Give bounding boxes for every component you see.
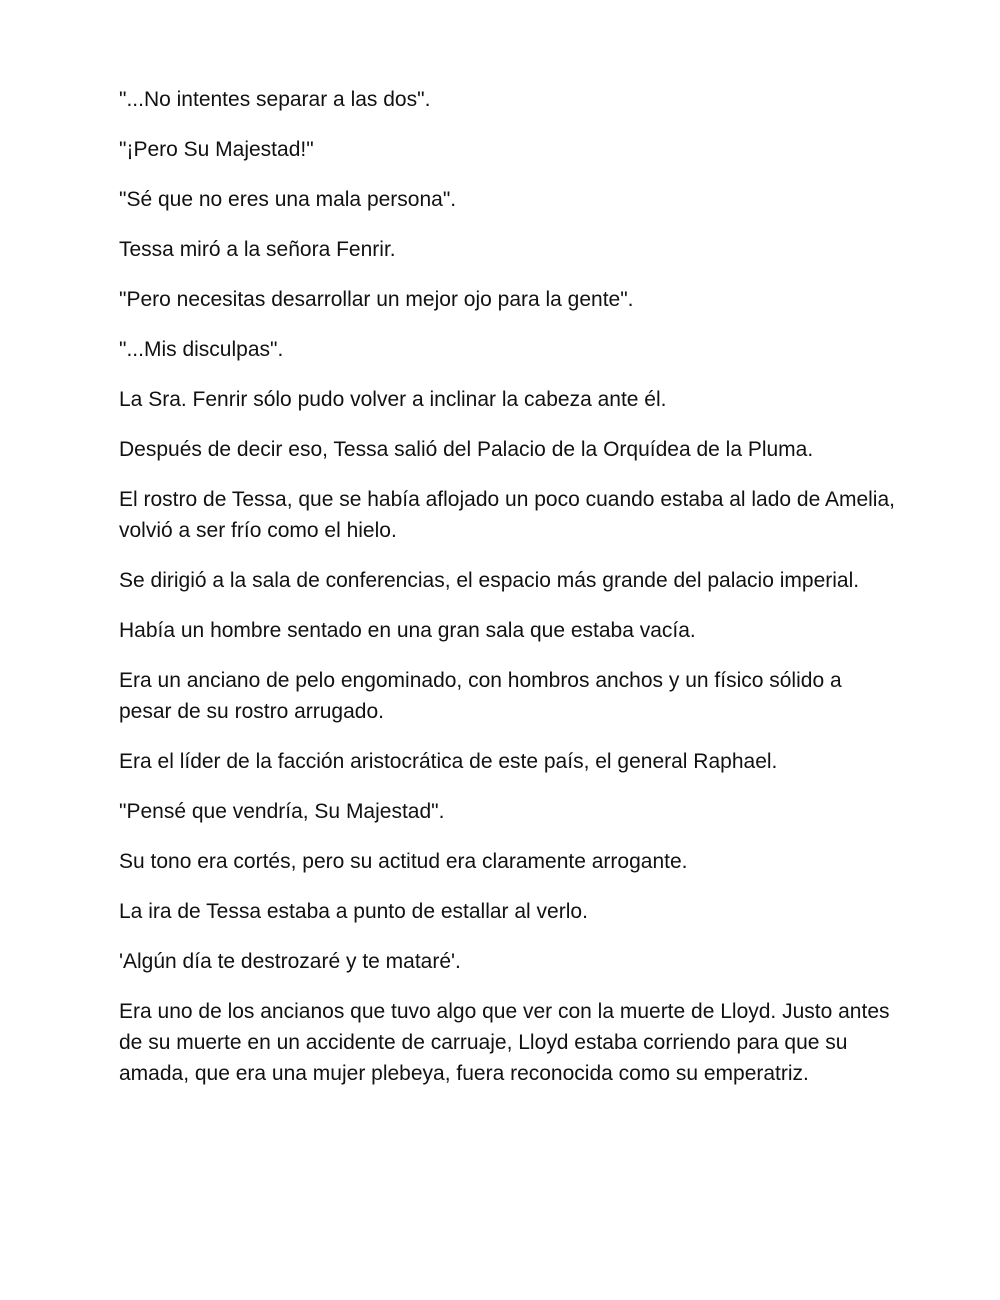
paragraph: Era uno de los ancianos que tuvo algo que ver con la muerte de Lloyd. Justo antes de su muerte en un accidente de carruaje, Lloyd estaba corriendo para que su amada, que era una mujer plebeya, fuera reconocida como su emperatriz. [119, 1000, 890, 1085]
paragraph: La Sra. Fenrir sólo pudo volver a inclinar la cabeza ante él. [119, 388, 667, 411]
paragraph: "¡Pero Su Majestad!" [119, 138, 314, 161]
paragraph: Era un anciano de pelo engominado, con hombros anchos y un físico sólido a pesar de su rostro arrugado. [119, 669, 842, 723]
paragraph: La ira de Tessa estaba a punto de estallar al verlo. [119, 900, 588, 923]
paragraph: Se dirigió a la sala de conferencias, el espacio más grande del palacio imperial. [119, 569, 860, 592]
paragraph: "...No intentes separar a las dos". [119, 88, 431, 111]
paragraph: El rostro de Tessa, que se había aflojado un poco cuando estaba al lado de Amelia, volvió a ser frío como el hielo. [119, 488, 895, 542]
paragraph: Era el líder de la facción aristocrática de este país, el general Raphael. [119, 750, 778, 773]
paragraph: "Pensé que vendría, Su Majestad". [119, 800, 445, 823]
paragraph: "Pero necesitas desarrollar un mejor ojo para la gente". [119, 288, 634, 311]
paragraph: Tessa miró a la señora Fenrir. [119, 238, 396, 261]
document-body [119, 84, 899, 1089]
paragraph: 'Algún día te destrozaré y te mataré'. [119, 950, 461, 973]
paragraph: Había un hombre sentado en una gran sala que estaba vacía. [119, 619, 696, 642]
paragraph: "Sé que no eres una mala persona". [119, 188, 457, 211]
paragraph: Después de decir eso, Tessa salió del Palacio de la Orquídea de la Pluma. [119, 438, 814, 461]
paragraph: Su tono era cortés, pero su actitud era claramente arrogante. [119, 850, 688, 873]
paragraph: "...Mis disculpas". [119, 338, 284, 361]
